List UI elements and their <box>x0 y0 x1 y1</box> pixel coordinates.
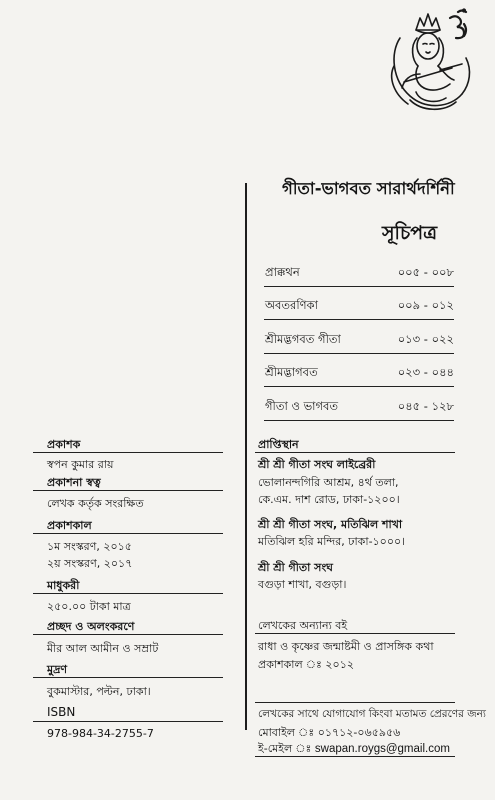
rule <box>33 677 223 678</box>
rule <box>33 634 223 635</box>
second-edition: ২য় সংস্করণ, ২০১৭ <box>47 557 133 570</box>
toc-entry-pages: ০৪৫ - ১২৮ <box>397 399 454 413</box>
toc-entry-title: অবতরণিকা <box>265 298 318 312</box>
outlet-address-line: বগুড়া শাখা, বগুড়া। <box>258 578 347 591</box>
price-label: মাধুকরী <box>47 579 80 592</box>
rule <box>33 533 223 534</box>
first-edition: ১ম সংস্করণ, ২০১৫ <box>47 540 132 553</box>
toc-entry-title: প্রাক্কথন <box>265 265 300 279</box>
toc-entry-title: শ্রীমদ্ভাগবত <box>265 365 318 379</box>
outlet-name: শ্রী শ্রী গীতা সংঘ লাইব্রেরী <box>258 458 376 471</box>
outlet-address-line: কে.এম. দাশ রোড, ঢাকা-১২০০। <box>258 493 400 506</box>
toc-row <box>264 362 454 387</box>
rule <box>255 633 455 634</box>
outlet-name: শ্রী শ্রী গীতা সংঘ <box>258 561 333 574</box>
contents-heading: সূচিপত্র <box>382 222 438 244</box>
email-line <box>258 740 450 759</box>
outlet-name: শ্রী শ্রী গীতা সংঘ, মতিঝিল শাখা <box>258 518 403 531</box>
column-divider <box>245 183 247 730</box>
availability-label: প্রাপ্তিস্থান <box>258 438 299 451</box>
book-title: গীতা-ভাগবত সারার্থদর্শিনী <box>282 179 455 198</box>
toc-entry-pages: ০০৯ - ০১২ <box>397 298 454 312</box>
outlet-address-line: ভোলানন্দগিরি আশ্রম, ৪র্থ তলা, <box>258 476 399 489</box>
other-book-title: রাধা ও কৃষ্ণের জন্মাষ্টমী ও প্রাসঙ্গিক কথা <box>258 640 434 653</box>
toc-entry-pages: ০০৫ - ০০৮ <box>397 265 454 279</box>
toc-row <box>264 262 454 287</box>
toc-entry-title: গীতা ও ভাগবত <box>265 399 339 413</box>
rule <box>255 452 455 453</box>
rule <box>33 452 223 453</box>
publisher-label: প্রকাশক <box>47 438 81 451</box>
krishna-arjuna-om-emblem-icon <box>380 8 476 120</box>
isbn-value: 978-984-34-2755-7 <box>47 727 154 740</box>
publisher-name: স্বপন কুমার রায় <box>47 458 114 471</box>
printer-value: বুকমাস্টার, পল্টন, ঢাকা। <box>47 685 151 698</box>
rule <box>33 490 223 491</box>
printer-label: মুদ্রণ <box>47 663 68 676</box>
email-address: swapan.roygs@gmail.com <box>314 743 450 755</box>
toc-row <box>264 396 454 421</box>
toc-row <box>264 329 454 354</box>
isbn-label: ISBN <box>47 705 76 719</box>
cover-designers: মীর আল আমীন ও সম্রাট <box>47 642 159 655</box>
mobile-number: মোবাইল ঃ ০১৭১২-০৬৫৯৫৬ <box>258 726 401 739</box>
copyright-label: প্রকাশনা স্বত্ব <box>47 476 101 489</box>
toc-row <box>264 295 454 320</box>
publication-date-label: প্রকাশকাল <box>47 519 92 532</box>
copyright-value: লেখক কর্তৃক সংরক্ষিত <box>47 497 144 510</box>
outlet-address-line: মতিঝিল হরি মন্দির, ঢাকা-১০০০। <box>258 535 406 548</box>
other-books-label: লেখকের অন্যান্য বই <box>258 619 348 632</box>
toc-entry-title: শ্রীমদ্ভগবত গীতা <box>265 332 341 346</box>
cover-design-label: প্রচ্ছদ ও অলংকরণে <box>47 620 135 633</box>
rule <box>33 593 223 594</box>
toc-entry-pages: ০১৩ - ০২২ <box>397 332 454 346</box>
rule <box>33 721 223 722</box>
toc-entry-pages: ০২৩ - ০৪৪ <box>397 365 454 379</box>
email-label: ই-মেইল ঃ <box>258 742 312 755</box>
other-book-pubdate: প্রকাশকাল ঃ ২০১২ <box>258 658 354 671</box>
contact-heading: লেখকের সাথে যোগাযোগ কিংবা মতামত প্রেরণের জন্য <box>258 708 486 720</box>
price-value: ২৫০.০০ টাকা মাত্র <box>47 600 131 613</box>
